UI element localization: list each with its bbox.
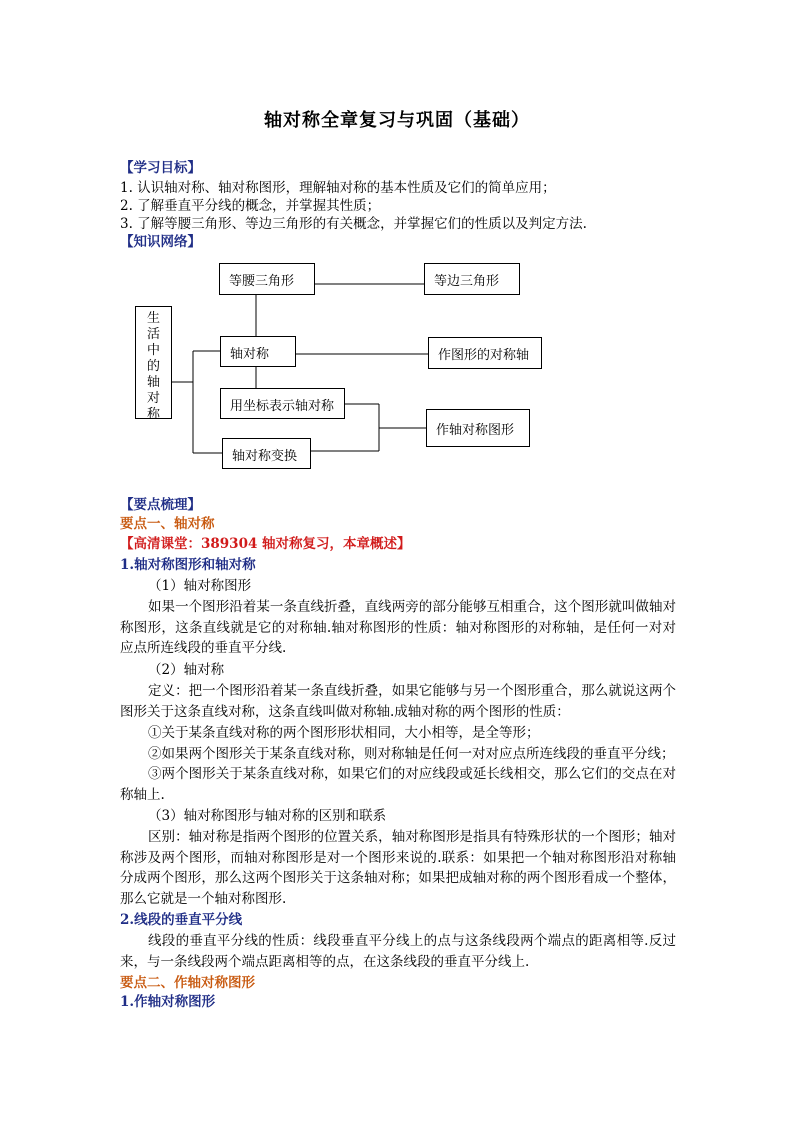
symmetry-transform-label: 轴对称变换 — [232, 449, 298, 464]
axial-symmetry-box — [220, 336, 296, 367]
class-note: 【高清课堂：389304 轴对称复习，本章概述】 — [120, 536, 411, 552]
objective-item-2: 2. 了解垂直平分线的概念，并掌握其性质； — [120, 198, 381, 214]
draw-symmetric-figure-box — [426, 409, 530, 447]
subsection-3-heading: 1.作轴对称图形 — [120, 994, 216, 1010]
page-title: 轴对称全章复习与巩固（基础） — [264, 110, 530, 131]
subsection-2-heading: 2.线段的垂直平分线 — [120, 912, 243, 928]
subsection-1-heading: 1.轴对称图形和轴对称 — [120, 557, 256, 573]
difference-paragraph: 区别：轴对称是指两个图形的位置关系，轴对称图形是指具有特殊形状的一个图形；轴对称涉及两个图形，而轴对称图形是对一个图形来说的.联系：如果把一个轴对称图形沿对称轴分成两个图形，那么这两个图形关于这条轴对称；如果把成轴对称的两个图形看成一个整体，那么它就是一个轴对称图形. — [120, 829, 676, 907]
symmetry-transform-box — [222, 438, 311, 469]
perpendicular-bisector-paragraph: 线段的垂直平分线的性质：线段垂直平分线上的点与这条线段两个端点的距离相等.反过来，与一条线段两个端点距离相等的点，在这条线段的垂直平分线上. — [120, 933, 676, 970]
draw-symmetry-axis-box — [428, 337, 542, 369]
property-1: ①关于某条直线对称的两个图形形状相同，大小相等，是全等形； — [148, 725, 540, 741]
coordinate-symmetry-label: 用坐标表示轴对称 — [230, 399, 335, 414]
knowledge-network-lines — [0, 0, 794, 500]
property-2: ②如果两个图形关于某条直线对称，则对称轴是任何一对对应点所连线段的垂直平分线； — [148, 746, 675, 762]
axial-symmetry-label: 轴对称 — [230, 347, 270, 362]
property-3: ③两个图形关于某条直线对称，如果它们的对应线段或延长线相交，那么它们的交点在对称轴上. — [120, 766, 676, 803]
point-one-heading: 要点一、轴对称 — [120, 516, 215, 532]
equilateral-triangle-label: 等边三角形 — [434, 274, 500, 289]
objective-item-3: 3. 了解等腰三角形、等边三角形的有关概念，并掌握它们的性质以及判定方法. — [120, 216, 587, 232]
life-axial-symmetry-box — [135, 306, 172, 422]
coordinate-symmetry-box — [220, 388, 345, 419]
draw-symmetry-axis-label: 作图形的对称轴 — [438, 348, 530, 363]
axial-figure-label: （1）轴对称图形 — [148, 578, 252, 594]
equilateral-triangle-box — [424, 263, 520, 295]
objective-item-1: 1. 认识轴对称、轴对称图形，理解轴对称的基本性质及它们的简单应用； — [120, 180, 556, 196]
point-two-heading: 要点二、作轴对称图形 — [120, 975, 255, 991]
axial-symmetry-label: （2）轴对称 — [148, 662, 225, 678]
objectives-heading: 【学习目标】 — [120, 160, 201, 176]
summary-heading: 【要点梳理】 — [120, 497, 201, 513]
network-heading: 【知识网络】 — [120, 234, 201, 250]
isosceles-triangle-box — [219, 263, 315, 295]
axial-symmetry-paragraph: 定义：把一个图形沿着某一条直线折叠，如果它能够与另一个图形重合，那么就说这两个图形关于这条直线对称，这条直线叫做对称轴.成轴对称的两个图形的性质： — [120, 683, 676, 720]
draw-symmetric-figure-label: 作轴对称图形 — [436, 423, 515, 438]
life-axial-symmetry-label: 生活中的轴对称 — [146, 311, 160, 422]
isosceles-triangle-label: 等腰三角形 — [229, 274, 295, 289]
axial-figure-paragraph: 如果一个图形沿着某一条直线折叠，直线两旁的部分能够互相重合，这个图形就叫做轴对称图形，这条直线就是它的对称轴.轴对称图形的性质：轴对称图形的对称轴，是任何一对对应点所连线段的垂直平分线. — [120, 599, 676, 656]
difference-label: （3）轴对称图形与轴对称的区别和联系 — [148, 808, 387, 824]
